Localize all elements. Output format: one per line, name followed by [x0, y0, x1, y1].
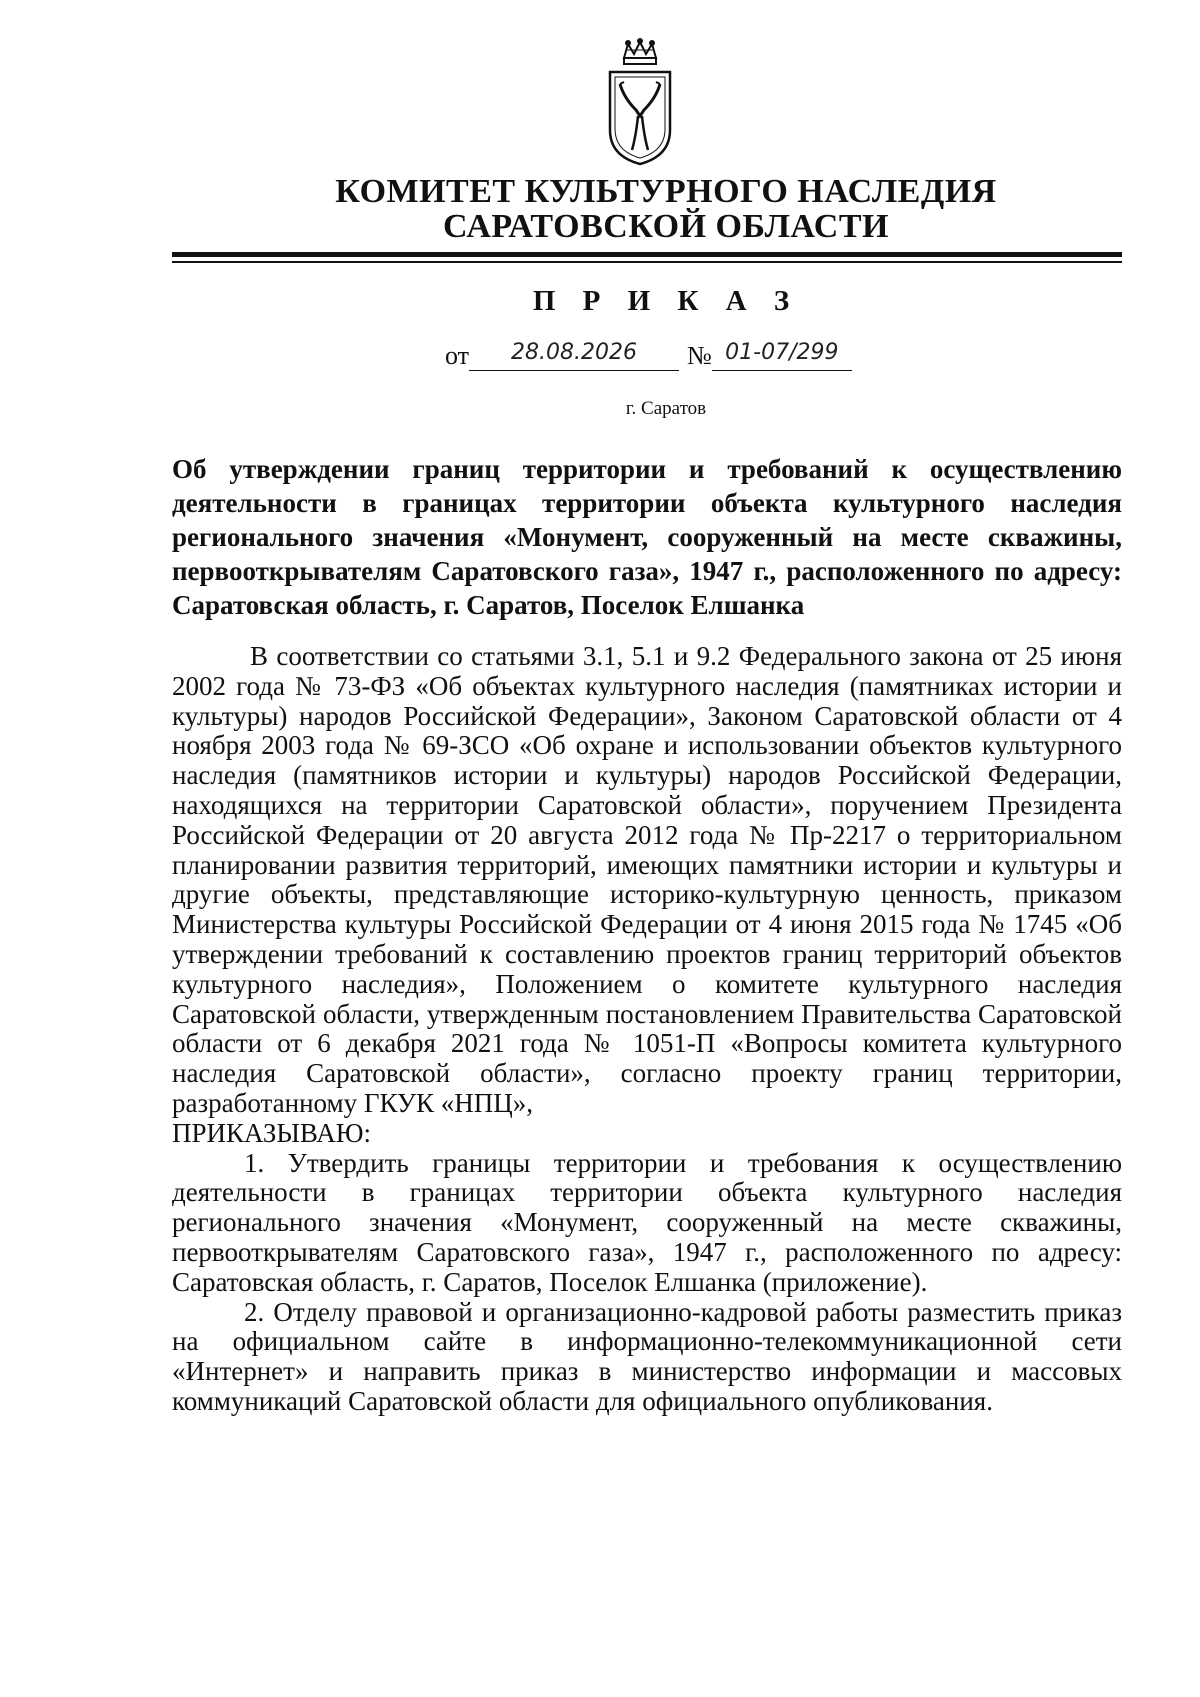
order-item-1: 1. Утвердить границы территории и требования к осуществлению деятельности в границах территории объекта культурного наследия регионального значения «Монумент, сооруженный на месте скважины, первооткрывателям Саратовского газа», 1947 г., расположенного по адресу: Саратовская область, г. Саратов, Поселок Елшанка (приложение).	[172, 1147, 1122, 1297]
date-prefix: от	[445, 341, 470, 370]
header-rule-thin	[172, 261, 1122, 263]
order-word: ПРИКАЗЫВАЮ:	[172, 1117, 371, 1148]
heading-text: Об утверждении границ территории и требований к осуществлению деятельности в границах территории объекта культурного наследия регионального значения «Монумент, сооруженный на месте скважины, первооткрывателям Саратовского газа», 1947 г., расположенного по адресу: Саратовская область, г. Саратов, Поселок Елшанка	[172, 454, 1122, 620]
order-item-2: 2. Отделу правовой и организационно-кадровой работы разместить приказ на официальном сайте в информационно-телекоммуникационной сети «Интернет» и направить приказ в министерство информации и массовых коммуникаций Саратовской области для официального опубликования.	[172, 1296, 1122, 1416]
document-type-title: П Р И К А З	[532, 285, 800, 317]
date-number-line	[445, 340, 852, 371]
document-body	[172, 642, 1122, 1417]
city-label: г. Саратов	[625, 398, 707, 419]
header-rule-thick	[172, 252, 1122, 257]
number-field: 01-07/299	[712, 340, 852, 371]
org-name-line2: САРАТОВСКОЙ ОБЛАСТИ	[443, 208, 889, 245]
org-name-line1: КОМИТЕТ КУЛЬТУРНОГО НАСЛЕДИЯ	[335, 173, 997, 210]
date-field: 28.08.2026	[469, 340, 679, 371]
document-heading	[172, 452, 1122, 622]
number-prefix: №	[687, 341, 712, 370]
coat-of-arms-icon	[600, 38, 680, 168]
preamble-paragraph: В соответствии со статьями 3.1, 5.1 и 9.2 Федерального закона от 25 июня 2002 года № 73-ФЗ «Об объектах культурного наследия (памятниках истории и культуры) народов Российской Федерации», Законом Саратовской области от 4 ноября 2003 года № 69-ЗСО «Об охране и использовании объектов культурного наследия (памятников истории и культуры) народов Российской Федерации, находящихся на территории Саратовской области», поручением Президента Российской Федерации от 20 августа 2012 года № Пр-2217 о территориальном планировании развития территорий, имеющих памятники истории и культуры и другие объекты, представляющие историко-культурную ценность, приказом Министерства культуры Российской Федерации от 4 июня 2015 года № 1745 «Об утверждении требований к составлению проектов границ территорий объектов культурного наследия», Положением о комитете культурного наследия Саратовской области, утвержденным постановлением Правительства Саратовской области от 6 декабря 2021 года № 1051-П «Вопросы комитета культурного наследия Саратовской области», согласно проекту границ территории, разработанному ГКУК «НПЦ»,	[172, 641, 1122, 1118]
